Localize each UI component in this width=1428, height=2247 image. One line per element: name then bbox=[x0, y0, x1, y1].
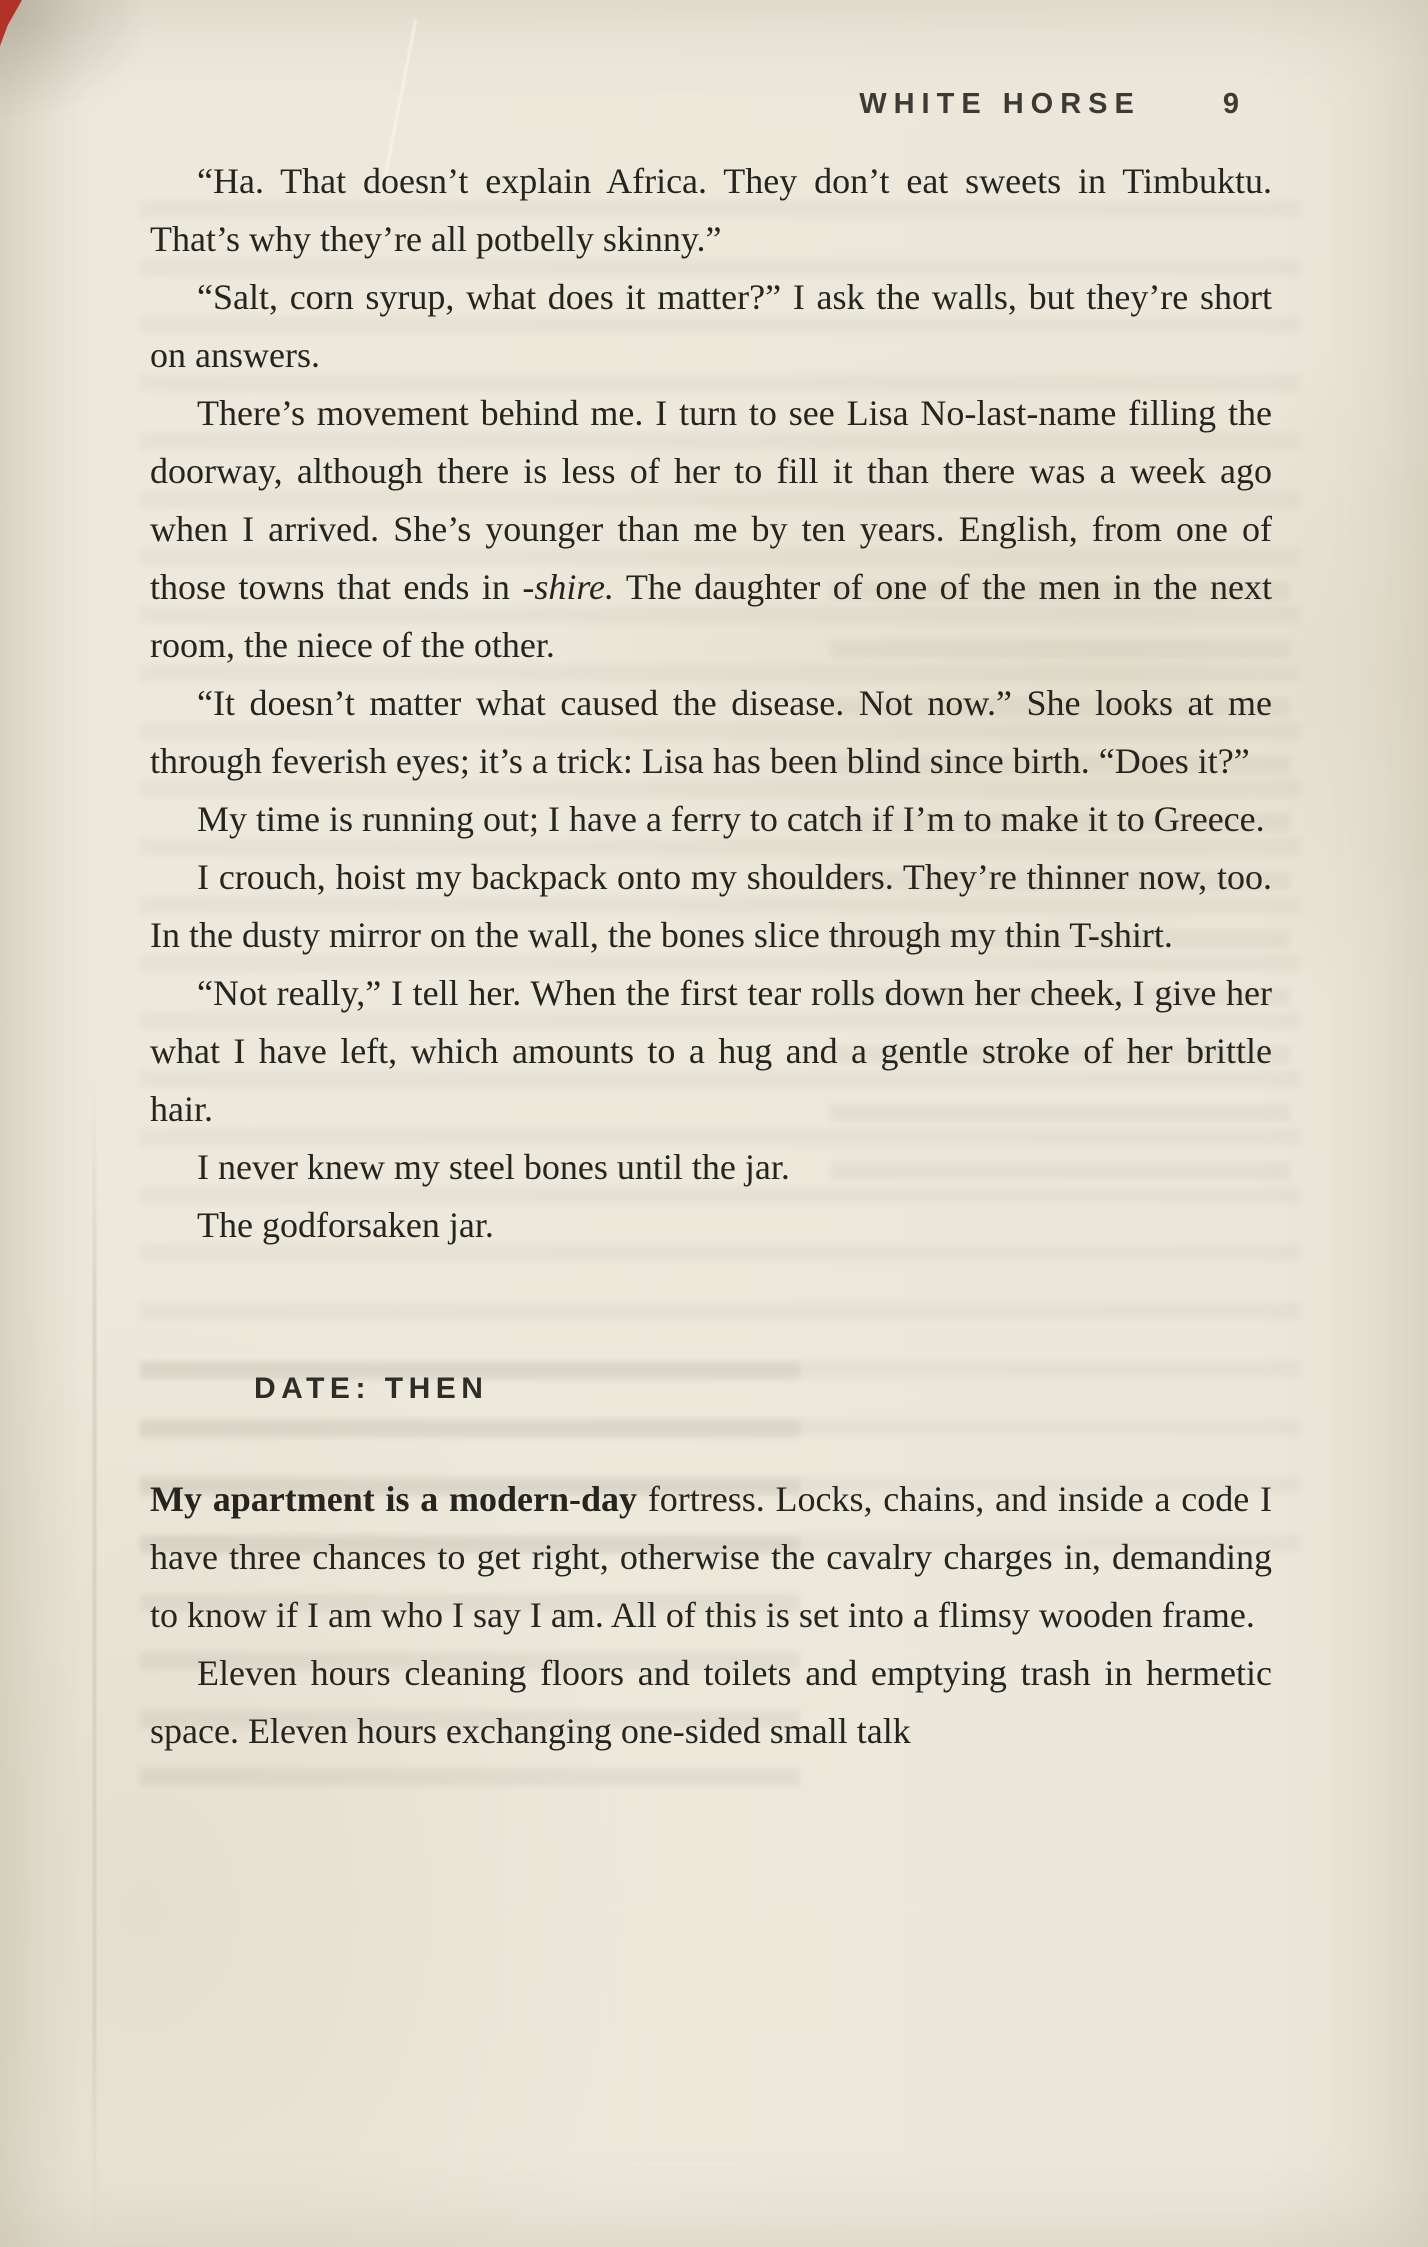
paragraph-text: My time is running out; I have a ferry to catch if I’m to make it to Greece. bbox=[197, 799, 1265, 839]
paragraph-text: There’s movement behind me. I turn to see Lisa No-last-name filling the doorway, although there is less of her to fill it than there was a week ago when I arrived. She’s younger than me by ten years. English, from one of those towns that ends in bbox=[150, 393, 1272, 607]
paragraph bbox=[150, 384, 1272, 674]
paragraph-text: I never knew my steel bones until the jar. bbox=[197, 1147, 790, 1187]
paragraph bbox=[150, 1470, 1272, 1644]
bold-lead-text: My apartment is a modern-day bbox=[150, 1479, 648, 1519]
section-heading: DATE: THEN bbox=[254, 1372, 489, 1405]
scan-corner-smudge bbox=[0, 0, 150, 120]
paragraph-text: The daughter of one of the men in the next room, the niece of the other. bbox=[150, 567, 1272, 665]
paragraph-text: “It doesn’t matter what caused the disease. Not now.” She looks at me through feverish eyes; it’s a trick: Lisa has been blind since birth. “Does it?” bbox=[150, 683, 1272, 781]
paragraph-text: The godforsaken jar. bbox=[197, 1205, 494, 1245]
paragraph bbox=[150, 152, 1272, 268]
paragraph-text: “Ha. That doesn’t explain Africa. They don’t eat sweets in Timbuktu. That’s why they’re all potbelly skinny.” bbox=[150, 161, 1272, 259]
paragraph bbox=[150, 790, 1272, 848]
italic-text: -shire. bbox=[522, 567, 615, 607]
page-crease bbox=[93, 1080, 96, 2247]
paragraph bbox=[150, 1644, 1272, 1760]
paragraph-text: Eleven hours cleaning floors and toilets and emptying trash in hermetic space. Eleven hours exchanging one-sided small talk bbox=[150, 1653, 1272, 1751]
paragraph-text: “Not really,” I tell her. When the first tear rolls down her cheek, I give her what I have left, which amounts to a hug and a gentle stroke of her brittle hair. bbox=[150, 973, 1272, 1129]
paragraph bbox=[150, 1196, 1272, 1254]
paragraph bbox=[150, 1138, 1272, 1196]
page-number: 9 bbox=[1222, 88, 1246, 120]
paragraph-text: fortress. Locks, chains, and inside a code I have three chances to get right, otherwise the cavalry charges in, demanding to know if I am who I say I am. All of this is set into a flimsy wooden frame. bbox=[150, 1479, 1273, 1635]
paragraph-text: I crouch, hoist my backpack onto my shoulders. They’re thinner now, too. In the dusty mirror on the wall, the bones slice through my thin T-shirt. bbox=[150, 857, 1272, 955]
running-head bbox=[150, 88, 1272, 121]
paragraph bbox=[150, 964, 1272, 1138]
page-text-block bbox=[150, 152, 1272, 1760]
paragraph bbox=[150, 268, 1272, 384]
paragraph bbox=[150, 848, 1272, 964]
paragraph bbox=[150, 674, 1272, 790]
paragraph-text: “Salt, corn syrup, what does it matter?” I ask the walls, but they’re short on answers. bbox=[150, 277, 1272, 375]
running-head-title: WHITE HORSE bbox=[859, 88, 1141, 120]
